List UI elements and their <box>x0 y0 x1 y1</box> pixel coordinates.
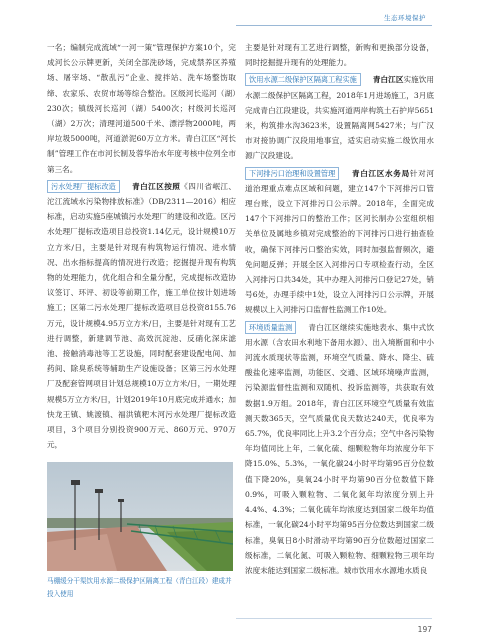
section-body: 2018年，青白江区环境空气质量有效监测天数365天，空气质量优良天数达240天，优良率为65.7%，优良率同比上升3.2个百分点；空气中各污染物年均值同比上年，二氧化硫、细颗粒物年均浓度分年下降15.0%、5.3%，一氧化碳24小时平均第95百分位数值下降20%，臭氧24小时平均第90百分位数值下降0.9%，可吸入颗粒物、二氧化氮年均浓度分别上升4.4%、4.3%；二氧化硫年均浓度达到国家二级年均值标准，一氧化碳24小时平均第95百分位数达到国家二级标准，臭氧日8小时滑动平均第90百分位数超过国家二级标准，二氧化氮、可吸入颗粒物、细颗粒物三项年均浓度未能达到国家二级标准。城市饮用水水源地水质良 <box>245 398 435 575</box>
left-column <box>47 40 236 452</box>
photo-illustration <box>47 462 233 571</box>
right-intro-paragraph: 主要是针对现有工艺进行调整，新购和更换部分设备，同时挖掘提升现有的处理能力。 <box>245 43 434 68</box>
section-title-wastewater-upgrade: 污水处理厂提标改造 <box>47 180 120 193</box>
section-title-environmental-monitoring: 环境质量监测 <box>245 321 296 334</box>
section-environmental-monitoring <box>245 320 434 578</box>
header-divider <box>236 25 432 26</box>
section-sewage-outlet-management <box>245 166 434 318</box>
header-section-label: 生态环境保护 <box>384 14 426 22</box>
section-wastewater-upgrade <box>47 179 236 453</box>
page-number: 197 <box>417 625 432 634</box>
section-lead: 青白江区继续实施地表水、集中式饮用水源（含农田水利地下备用水源）、出入境断面和中小河流水质现状等监测，环境空气质量、降水、降尘、硫酸盐化速率监测，功能区、交通、区域环境噪声监测，污染源监督性监测和双随机、投诉监测等，共获取有效数据1.9万组。 <box>245 322 434 408</box>
section-title-sewage-outlet-management: 下河排污口治理和设置管理 <box>245 167 339 180</box>
right-column <box>245 40 434 578</box>
section-owner: 青白江区 <box>372 75 404 85</box>
river-isolation-photo <box>47 462 233 571</box>
section-body: 《四川省岷江、沱江流域水污染物排放标准》（DB/2311—2016）相应标准，启动实施5座城镇污水处理厂的建设和改造。区污水处理厂提标改造项目总投资1.14亿元，设计规模10万立方米/日，主要是针对现有构筑物运行情况、进水情况、出水指标提高的情况进行改造；挖掘提升现有构筑物的处理能力，优化组合和全量分配，完成提标改造协议签订、环评、初设等前期工作，施工单位按计划进场施工；区第二污水处理厂提标改造项目总投资8155.76万元，设计规模4.95万立方米/日，主要是针对现有工艺进行调整，新建调节池、高效沉淀池、反硝化深床滤池、接触消毒池等工艺设施，同时配套建设配电间、加药间、除臭系统等辅助生产设施设备；区第三污水处理厂及配套管网项目计划总规模10万立方米/日，一期处理规模5万立方米/日，计划2019年10月底完成并通水；加快龙王镇、姚渡镇、福洪镇粑木河污水处理厂提标改造项目，3个项目分别投资900万元、860万元、970万元， <box>47 181 237 450</box>
section-body: 实施饮用水源二级保护区隔离工程，2018年1月进场施工，3月底完成青白江段建设，共实施河道两岸构筑土石护岸5651米，构筑排水沟3623米，设置隔离网5427米；与广汉市对接协调广汉段用地事宜，适实启动实施二级饮用水源广汉段建设。 <box>245 75 435 161</box>
left-intro-paragraph: 一名；编制完成流域“一河一策”管理保护方案10个，完成河长公示牌更新，关闭全部洗砂场，完成禁养区养殖场、屠宰场、“散乱污”企业、搅拌站、洗车场整饬取缔、农家乐、农贸市场等综合整治。区级河长巡河（湖）230次；镇级河长巡河（湖）5400次；村级河长巡河（湖）2万次；清理河道500千米、漂浮物2000吨，两岸垃圾5000吨，河道淤泥60万立方米。青白江区“河长制”管理工作在市河长制及蓉华治水年度考核中位列全市第三名。 <box>47 43 236 174</box>
footer-divider <box>236 618 432 619</box>
section-body: 针对河道治理重点难点区域和问题，建立147个下河排污口管理台账，设立下河排污口公示牌。2018年，全面完成147个下河排污口的整治工作；区河长制办公室组织相关单位及属地乡镇对完成整治的下河排污口进行抽查验收，确保下河排污口整治实效，同时加强监督频次，避免问题反弹；开展全区入河排污口专项检查行动，全区入河排污口共34处，其中办理入河排污口登记27处，销号6处，办理手续中1处，设立入河排污口公示牌，开展规模以上入河排污口监督性监测工作10处。 <box>245 168 434 315</box>
section-owner: 青白江区水务局 <box>351 168 410 178</box>
section-owner: 青白江区按照 <box>131 181 181 191</box>
section-drinking-water-isolation <box>245 72 434 163</box>
photo-caption: 马棚缓分干渠饮用水源二级保护区隔离工程（青白江段）建成并投入使用 <box>47 577 232 598</box>
section-title-drinking-water-isolation: 饮用水源二级保护区隔离工程实施 <box>245 73 361 86</box>
